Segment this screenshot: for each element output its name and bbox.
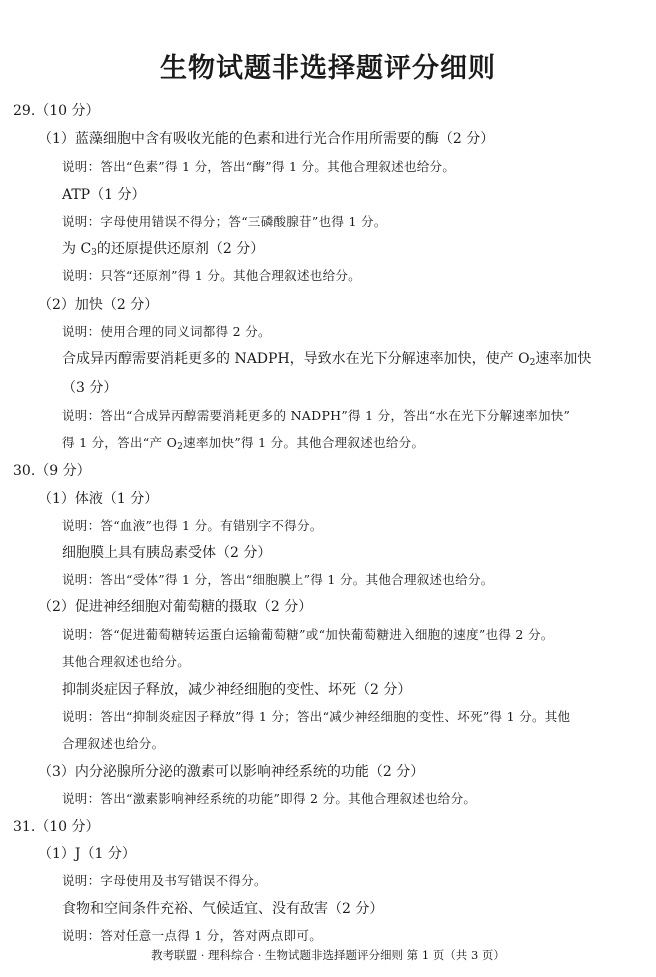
note2-text-a: 得 1 分，答出“产 O: [62, 435, 178, 450]
q30-part2-note-line2: 其他合理叙述也给分。: [62, 654, 191, 669]
note2-text-b: 速率加快”得 1 分。其他合理叙述也给分。: [183, 435, 425, 450]
page-footer: 教考联盟 · 理科综合 · 生物试题非选择题评分细则 第 1 页（共 3 页）: [151, 948, 505, 962]
answer3-subscript: 3: [91, 248, 97, 258]
document-title: 生物试题非选择题评分细则: [160, 53, 496, 84]
q30-part2-note2-line1: 说明：答出“抑制炎症因子释放”得 1 分；答出“减少神经细胞的变性、坏死”得 1 分。其他: [62, 709, 571, 724]
q29-part1-answer2: ATP（1 分）: [62, 187, 146, 203]
question-31-heading: 31.（10 分）: [13, 819, 100, 835]
q31-part1-note2: 说明：答对任意一点得 1 分，答对两点即可。: [62, 928, 323, 943]
answer3-text-a: 为 C: [62, 241, 92, 257]
q30-part2-answer2: 抑制炎症因子释放，减少神经细胞的变性、坏死（2 分）: [62, 682, 412, 698]
q30-part2-answer: （2）促进神经细胞对葡萄糖的摄取（2 分）: [38, 599, 313, 615]
q30-part1-note2: 说明：答出“受体”得 1 分，答出“细胞膜上”得 1 分。其他合理叙述也给分。: [62, 572, 494, 587]
answer2-text-a: 合成异丙醇需要消耗更多的 NADPH，导致水在光下分解速率加快，使产 O: [62, 351, 530, 367]
q29-part2-answer: （2）加快（2 分）: [38, 297, 159, 313]
q30-part2-note2-line2: 合理叙述也给分。: [62, 736, 165, 751]
answer3-text-b: 的还原提供还原剂（2 分）: [96, 241, 265, 257]
q29-part1-note3: 说明：只答“还原剂”得 1 分。其他合理叙述也给分。: [62, 268, 361, 283]
q29-part2-answer2: [62, 352, 591, 368]
q29-part2-note: 说明：使用合理的同义词都得 2 分。: [62, 324, 271, 339]
q31-part1-answer: （1）J（1 分）: [38, 846, 136, 862]
q29-part1-note: 说明：答出“色素”得 1 分，答出“酶”得 1 分。其他合理叙述也给分。: [62, 159, 456, 174]
question-29-heading: 29.（10 分）: [13, 103, 100, 119]
q29-part2-answer2-cont: （3 分）: [62, 380, 118, 396]
q29-part2-note2-line1: 说明：答出“合成异丙醇需要消耗更多的 NADPH”得 1 分，答出“水在光下分解速率加快”: [62, 408, 571, 423]
q30-part1-note: 说明：答“血液”也得 1 分。有错别字不得分。: [62, 518, 323, 533]
answer2-subscript: 2: [529, 358, 536, 368]
q30-part1-answer2: 细胞膜上具有胰岛素受体（2 分）: [62, 545, 272, 561]
q29-part1-note2: 说明：字母使用错误不得分；答“三磷酸腺苷”也得 1 分。: [62, 214, 387, 229]
q29-part1-answer3: [62, 242, 264, 258]
q31-part1-answer2: 食物和空间条件充裕、气候适宜、没有敌害（2 分）: [62, 901, 384, 917]
q29-part2-note2-line2: [62, 437, 424, 452]
q30-part3-answer: （3）内分泌腺所分泌的激素可以影响神经系统的功能（2 分）: [38, 764, 425, 780]
q31-part1-note: 说明：字母使用及书写错误不得分。: [62, 873, 267, 888]
q30-part2-note-line1: 说明：答“促进葡萄糖转运蛋白运输葡萄糖”或“加快葡萄糖进入细胞的速度”也得 2 分。: [62, 627, 554, 642]
q30-part1-answer: （1）体液（1 分）: [38, 491, 159, 507]
note2-subscript: 2: [177, 442, 184, 452]
answer2-text-b: 速率加快: [535, 351, 592, 367]
q29-part1-answer: （1）蓝藻细胞中含有吸收光能的色素和进行光合作用所需要的酶（2 分）: [38, 131, 495, 147]
q30-part3-note: 说明：答出“激素影响神经系统的功能”即得 2 分。其他合理叙述也给分。: [62, 791, 477, 806]
question-30-heading: 30.（9 分）: [13, 463, 91, 479]
